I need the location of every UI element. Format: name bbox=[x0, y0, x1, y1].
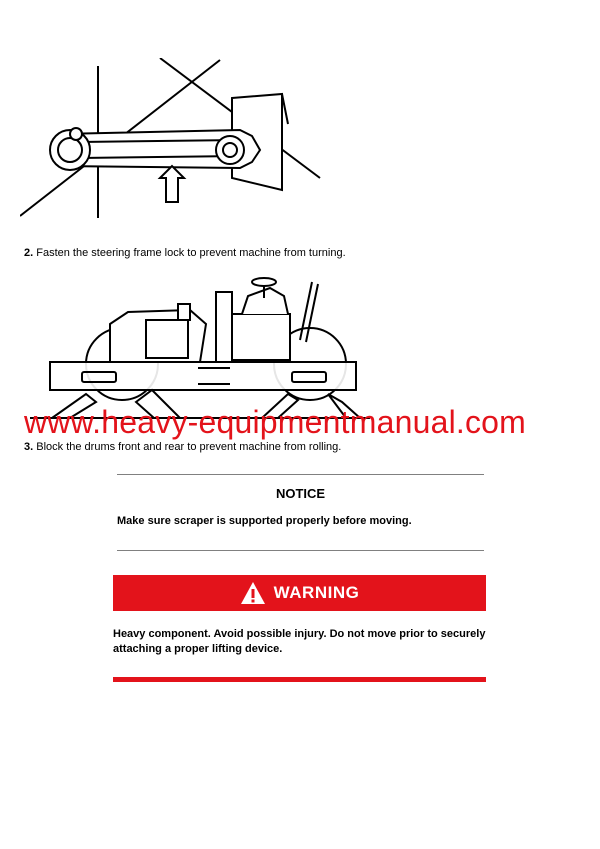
notice-top-rule bbox=[117, 474, 484, 475]
warning-triangle-icon bbox=[240, 581, 266, 605]
warning-label: WARNING bbox=[273, 583, 360, 602]
notice-text: Make sure scraper is supported properly before moving. bbox=[117, 515, 412, 527]
warning-text: Heavy component. Avoid possible injury. Do not move prior to securely attaching a proper lifting device. bbox=[113, 628, 486, 655]
watermark: www.heavy-equipmentmanual.com bbox=[24, 404, 527, 440]
step-2-text: Fasten the steering frame lock to prevent machine from turning. bbox=[36, 247, 346, 259]
compactor-drums-blocked-illustration bbox=[30, 274, 370, 422]
warning-banner bbox=[113, 575, 486, 611]
step-3-number: 3. bbox=[24, 441, 34, 453]
notice-bottom-rule bbox=[117, 550, 484, 551]
step-2 bbox=[24, 246, 346, 260]
step-2-number: 2. bbox=[24, 247, 34, 259]
steering-frame-lock-illustration bbox=[20, 58, 360, 228]
notice-title: NOTICE bbox=[275, 486, 326, 501]
step-3 bbox=[24, 440, 341, 454]
warning-bottom-bar bbox=[113, 677, 486, 682]
step-3-text: Block the drums front and rear to prevent machine from rolling. bbox=[36, 441, 342, 453]
